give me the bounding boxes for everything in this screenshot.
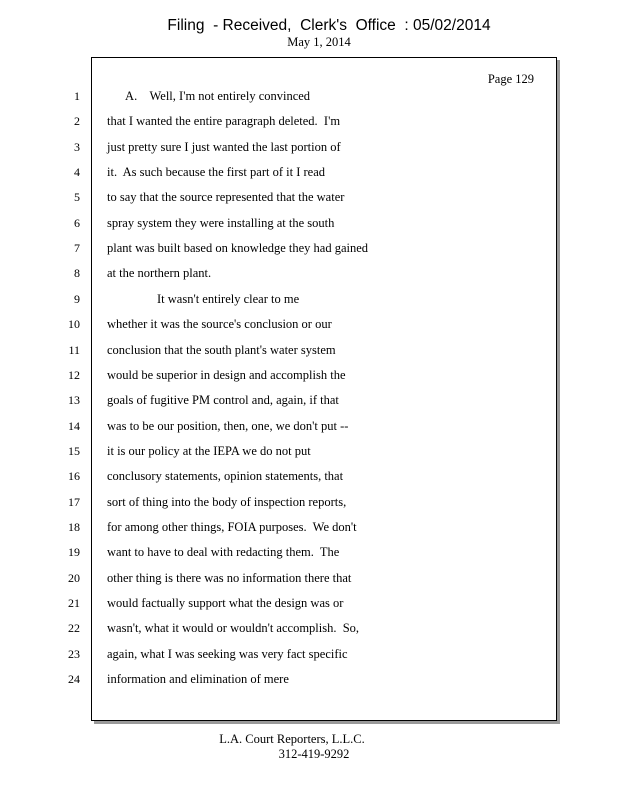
line-number: 1 bbox=[74, 89, 80, 103]
transcript-line: to say that the source represented that the water bbox=[107, 190, 345, 205]
transcript-line: was to be our position, then, one, we don't put -- bbox=[107, 418, 349, 433]
line-number: 24 bbox=[68, 672, 80, 687]
line-number: 18 bbox=[68, 519, 80, 534]
line-number: 17 bbox=[68, 494, 80, 509]
transcript-line: would factually support what the design was or bbox=[107, 596, 344, 610]
line-number: 5 bbox=[74, 190, 80, 205]
line-number: 7 bbox=[74, 241, 80, 256]
line-number: 13 bbox=[68, 393, 80, 408]
line-number: 14 bbox=[68, 418, 80, 433]
filing-stamp: Filing - Received, Clerk's Office : 05/02/2014 bbox=[167, 17, 491, 34]
line-number: 6 bbox=[74, 215, 80, 230]
line-number: 8 bbox=[74, 266, 80, 281]
line-number: 12 bbox=[68, 367, 80, 382]
transcript-line: goals of fugitive PM control and, again, if that bbox=[107, 393, 339, 408]
transcript-line: want to have to deal with redacting them. The bbox=[107, 545, 340, 560]
transcript-line: information and elimination of mere bbox=[107, 672, 289, 687]
line-number: 9 bbox=[74, 291, 80, 306]
line-number: 15 bbox=[68, 443, 80, 458]
transcript-line: conclusion that the south plant's water system bbox=[107, 342, 336, 357]
transcript-line: other thing is there was no information there that bbox=[107, 570, 352, 585]
transcript-line: at the northern plant. bbox=[107, 266, 212, 281]
transcript-line: conclusory statements, opinion statements, that bbox=[107, 469, 344, 484]
line-number: 21 bbox=[68, 596, 80, 610]
line-number: 4 bbox=[74, 165, 80, 180]
line-number: 3 bbox=[74, 139, 80, 154]
line-number: 22 bbox=[68, 621, 80, 636]
transcript-line: that I wanted the entire paragraph deleted. I'm bbox=[107, 114, 341, 129]
line-number: 16 bbox=[68, 469, 80, 484]
transcript-line: again, what I was seeking was very fact specific bbox=[107, 646, 348, 661]
transcript-line: spray system they were installing at the south bbox=[107, 215, 335, 230]
page-number: Page 129 bbox=[487, 72, 534, 86]
transcript-line: sort of thing into the body of inspection reports, bbox=[107, 494, 347, 509]
transcript-line: plant was built based on knowledge they had gained bbox=[107, 241, 369, 256]
transcript-line: wasn't, what it would or wouldn't accomplish. So, bbox=[107, 621, 360, 636]
transcript-line: would be superior in design and accomplish the bbox=[107, 367, 346, 382]
transcript-line: for among other things, FOIA purposes. We don't bbox=[107, 519, 357, 534]
transcript-line: it is our policy at the IEPA we do not put bbox=[107, 443, 311, 458]
transcript-line: just pretty sure I just wanted the last portion of bbox=[107, 139, 341, 154]
line-number: 10 bbox=[68, 317, 80, 332]
transcript-line: A. Well, I'm not entirely convinced bbox=[107, 89, 311, 103]
transcript-line: it. As such because the first part of it I read bbox=[107, 165, 325, 180]
hearing-date: May 1, 2014 bbox=[287, 35, 351, 49]
line-number: 2 bbox=[74, 114, 80, 129]
court-reporter-name: L.A. Court Reporters, L.L.C. bbox=[219, 732, 365, 746]
line-number: 19 bbox=[68, 545, 80, 560]
court-reporter-phone: 312-419-9292 bbox=[278, 747, 350, 761]
line-number: 20 bbox=[68, 570, 80, 585]
line-number: 23 bbox=[68, 646, 80, 661]
transcript-line: It wasn't entirely clear to me bbox=[107, 291, 300, 306]
transcript-line: whether it was the source's conclusion or our bbox=[107, 317, 332, 332]
line-number: 11 bbox=[68, 342, 80, 357]
